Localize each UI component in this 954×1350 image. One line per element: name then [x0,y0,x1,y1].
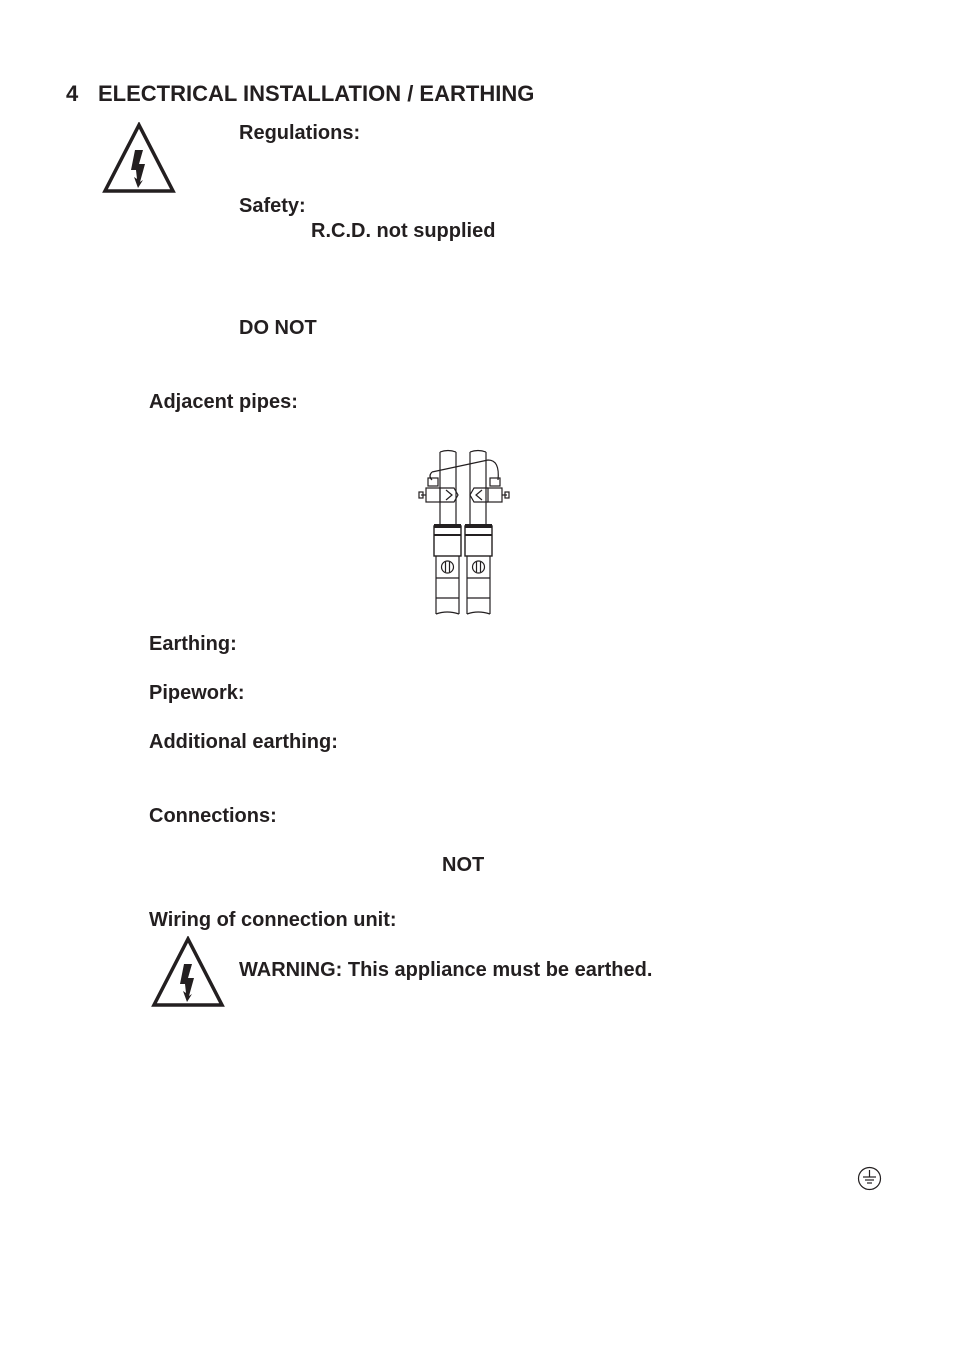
pipe-bonding-diagram [418,448,510,616]
warning-text: WARNING: This appliance must be earthed. [239,959,653,981]
wiring-label: Wiring of connection unit: [149,909,397,931]
section-number: 4 [66,81,79,106]
electrical-hazard-icon [151,936,225,1008]
safety-label: Safety: [239,195,306,217]
not-emphasis: NOT [442,854,485,876]
earth-ground-icon [857,1166,882,1191]
adjacent-pipes-label: Adjacent pipes: [149,391,298,413]
section-heading [66,81,534,107]
regulations-label: Regulations: [239,122,361,144]
earthing-label: Earthing: [149,633,237,655]
rcd-note: R.C.D. not supplied [311,220,496,242]
do-not-emphasis: DO NOT [239,317,317,339]
electrical-hazard-icon [102,122,176,194]
additional-earthing-label: Additional earthing: [149,731,338,753]
pipework-label: Pipework: [149,682,245,704]
section-title: ELECTRICAL INSTALLATION / EARTHING [98,81,535,106]
connections-label: Connections: [149,805,277,827]
